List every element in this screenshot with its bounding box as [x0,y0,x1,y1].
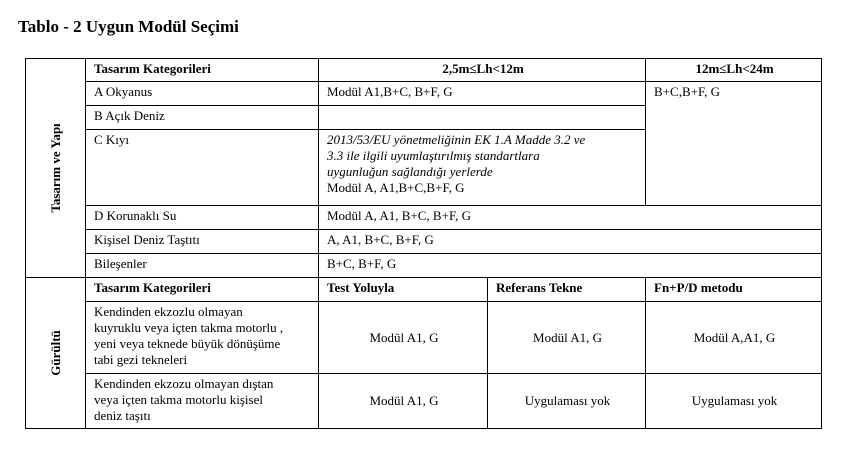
category-c-modules: Modül A, A1,B+C,B+F, G [327,179,465,195]
section1-header-length-1: 2,5m≤Lh<12m [319,59,646,82]
noise-row-1-test: Modül A1, G [319,302,488,374]
section2-label: Gürültü [47,330,63,376]
section1-header-category: Tasarım Kategorileri [86,59,319,82]
category-d-value: Modül A, A1, B+C, B+F, G [319,206,822,230]
noise-row-1-line-1: Kendinden ekzozlu olmayan [94,304,243,319]
section1-header-length-2: 12m≤Lh<24m [646,59,822,82]
section2-header-test: Test Yoluyla [319,278,488,302]
section2-header-reference: Referans Tekne [488,278,646,302]
category-a-label: A Okyanus [86,82,319,106]
noise-row-1-line-2: kuyruklu veya içten takma motorlu , [94,319,284,335]
category-c-value [319,130,646,206]
section1-side-label [26,59,86,278]
noise-row-1-line-4: tabi gezi tekneleri [94,351,188,367]
table-row-personal-watercraft [26,230,822,254]
noise-row-1-method: Modül A,A1, G [646,302,822,374]
section2-header-method: Fn+P/D metodu [646,278,822,302]
module-selection-table [25,58,822,429]
personal-watercraft-value: A, A1, B+C, B+F, G [319,230,822,254]
noise-row-1-line-3: yeni veya teknede büyük dönüşüme [94,335,281,351]
noise-row-1-reference: Modül A1, G [488,302,646,374]
noise-row-2-reference: Uygulaması yok [488,374,646,429]
noise-row-1-label [86,302,319,374]
noise-row-2-method: Uygulaması yok [646,374,822,429]
noise-row-2-test: Modül A1, G [319,374,488,429]
components-label: Bileşenler [86,254,319,278]
section2-header-row [26,278,822,302]
category-c-note-line-2: 3.3 ile ilgili uyumlaştırılmış standartlara [327,147,540,163]
noise-row-2-line-2: veya içten takma motorlu kişisel [94,391,263,407]
table-row-a [26,82,822,106]
personal-watercraft-label: Kişisel Deniz Taştıtı [86,230,319,254]
section1-header-row [26,59,822,82]
table-row-d [26,206,822,230]
category-c-note-line-1: 2013/53/EU yönetmeliğinin EK 1.A Madde 3.2 ve [327,132,586,147]
table-row-noise-2 [26,374,822,429]
category-c-note-line-3: uygunluğun sağlandığı yerlerde [327,163,493,179]
section1-label: Tasarım ve Yapı [47,123,63,213]
noise-row-2-line-1: Kendinden ekzozu olmayan dıştan [94,376,274,391]
section2-header-category: Tasarım Kategorileri [86,278,319,302]
components-value: B+C, B+F, G [319,254,822,278]
category-abc-length-2-value: B+C,B+F, G [646,82,822,206]
table-row-components [26,254,822,278]
table-title: Tablo - 2 Uygun Modül Seçimi [18,17,239,36]
category-c-label: C Kıyı [86,130,319,206]
noise-row-2-line-3: deniz taşıtı [94,407,151,423]
table-row-noise-1 [26,302,822,374]
category-b-label: B Açık Deniz [86,106,319,130]
category-b-value [319,106,646,130]
category-a-value: Modül A1,B+C, B+F, G [319,82,646,106]
category-d-label: D Korunaklı Su [86,206,319,230]
noise-row-2-label [86,374,319,429]
section2-side-label [26,278,86,429]
